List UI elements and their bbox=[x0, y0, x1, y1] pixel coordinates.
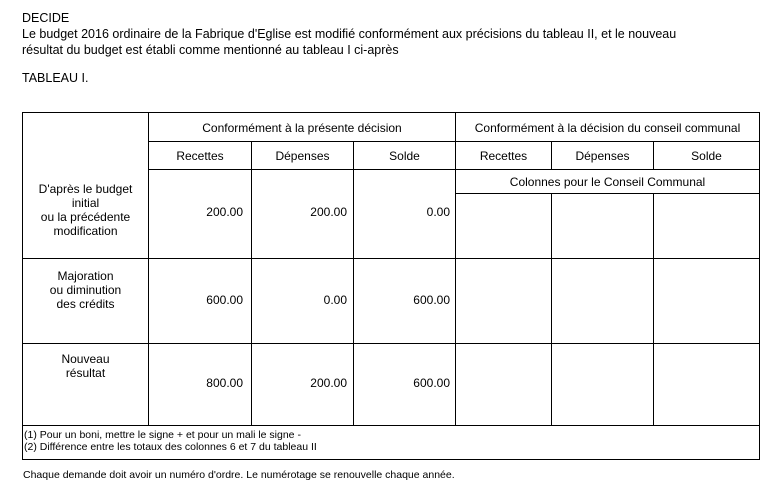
table-note: (1) Pour un boni, mettre le signe + et pour un mali le signe - bbox=[24, 429, 301, 441]
column-header: Recettes bbox=[479, 148, 528, 163]
footer-note: Chaque demande doit avoir un numéro d'ordre. Le numérotage se renouvelle chaque année. bbox=[23, 469, 455, 481]
group-header-decision: Conformément à la présente décision bbox=[202, 120, 402, 135]
row-label-initial: D'après le budget initial ou la précédente modification bbox=[38, 182, 133, 238]
table-cell: 600.00 bbox=[413, 293, 450, 307]
table-cell: 0.00 bbox=[426, 205, 450, 219]
grid-line bbox=[455, 193, 759, 194]
grid-line bbox=[23, 343, 759, 344]
table-note: (2) Différence entre les totaux des colonnes 6 et 7 du tableau II bbox=[24, 441, 317, 453]
table-title: TABLEAU I. bbox=[22, 71, 89, 85]
column-header: Solde bbox=[389, 148, 420, 163]
table-cell: 200.00 bbox=[310, 205, 347, 219]
column-header: Solde bbox=[691, 148, 722, 163]
grid-line bbox=[653, 193, 654, 425]
group-header-conseil: Conformément à la décision du conseil communal bbox=[474, 120, 741, 135]
table-cell: 0.00 bbox=[323, 293, 347, 307]
table-cell: 600.00 bbox=[413, 376, 450, 390]
grid-line bbox=[23, 258, 759, 259]
table-cell: 200.00 bbox=[206, 205, 243, 219]
column-header: Recettes bbox=[176, 148, 224, 163]
row-label-majoration: Majoration ou diminution des crédits bbox=[49, 269, 122, 311]
grid-line bbox=[23, 425, 759, 426]
table-cell: 600.00 bbox=[206, 293, 243, 307]
budget-table bbox=[22, 112, 760, 460]
column-header: Dépenses bbox=[275, 148, 330, 163]
intro-line-1: Le budget 2016 ordinaire de la Fabrique d'Eglise est modifié conformément aux précisions du tableau II, et le nouveau bbox=[22, 27, 677, 41]
decide-heading: DECIDE bbox=[22, 11, 70, 25]
conseil-subheader: Colonnes pour le Conseil Communal bbox=[509, 174, 706, 189]
intro-text bbox=[22, 10, 676, 58]
intro-line-2: résultat du budget est établi comme mentionné au tableau I ci-après bbox=[22, 43, 399, 57]
row-label-nouveau: Nouveau résultat bbox=[61, 352, 110, 380]
table-cell: 200.00 bbox=[310, 376, 347, 390]
grid-line bbox=[551, 193, 552, 425]
column-header: Dépenses bbox=[575, 148, 630, 163]
table-cell: 800.00 bbox=[206, 376, 243, 390]
